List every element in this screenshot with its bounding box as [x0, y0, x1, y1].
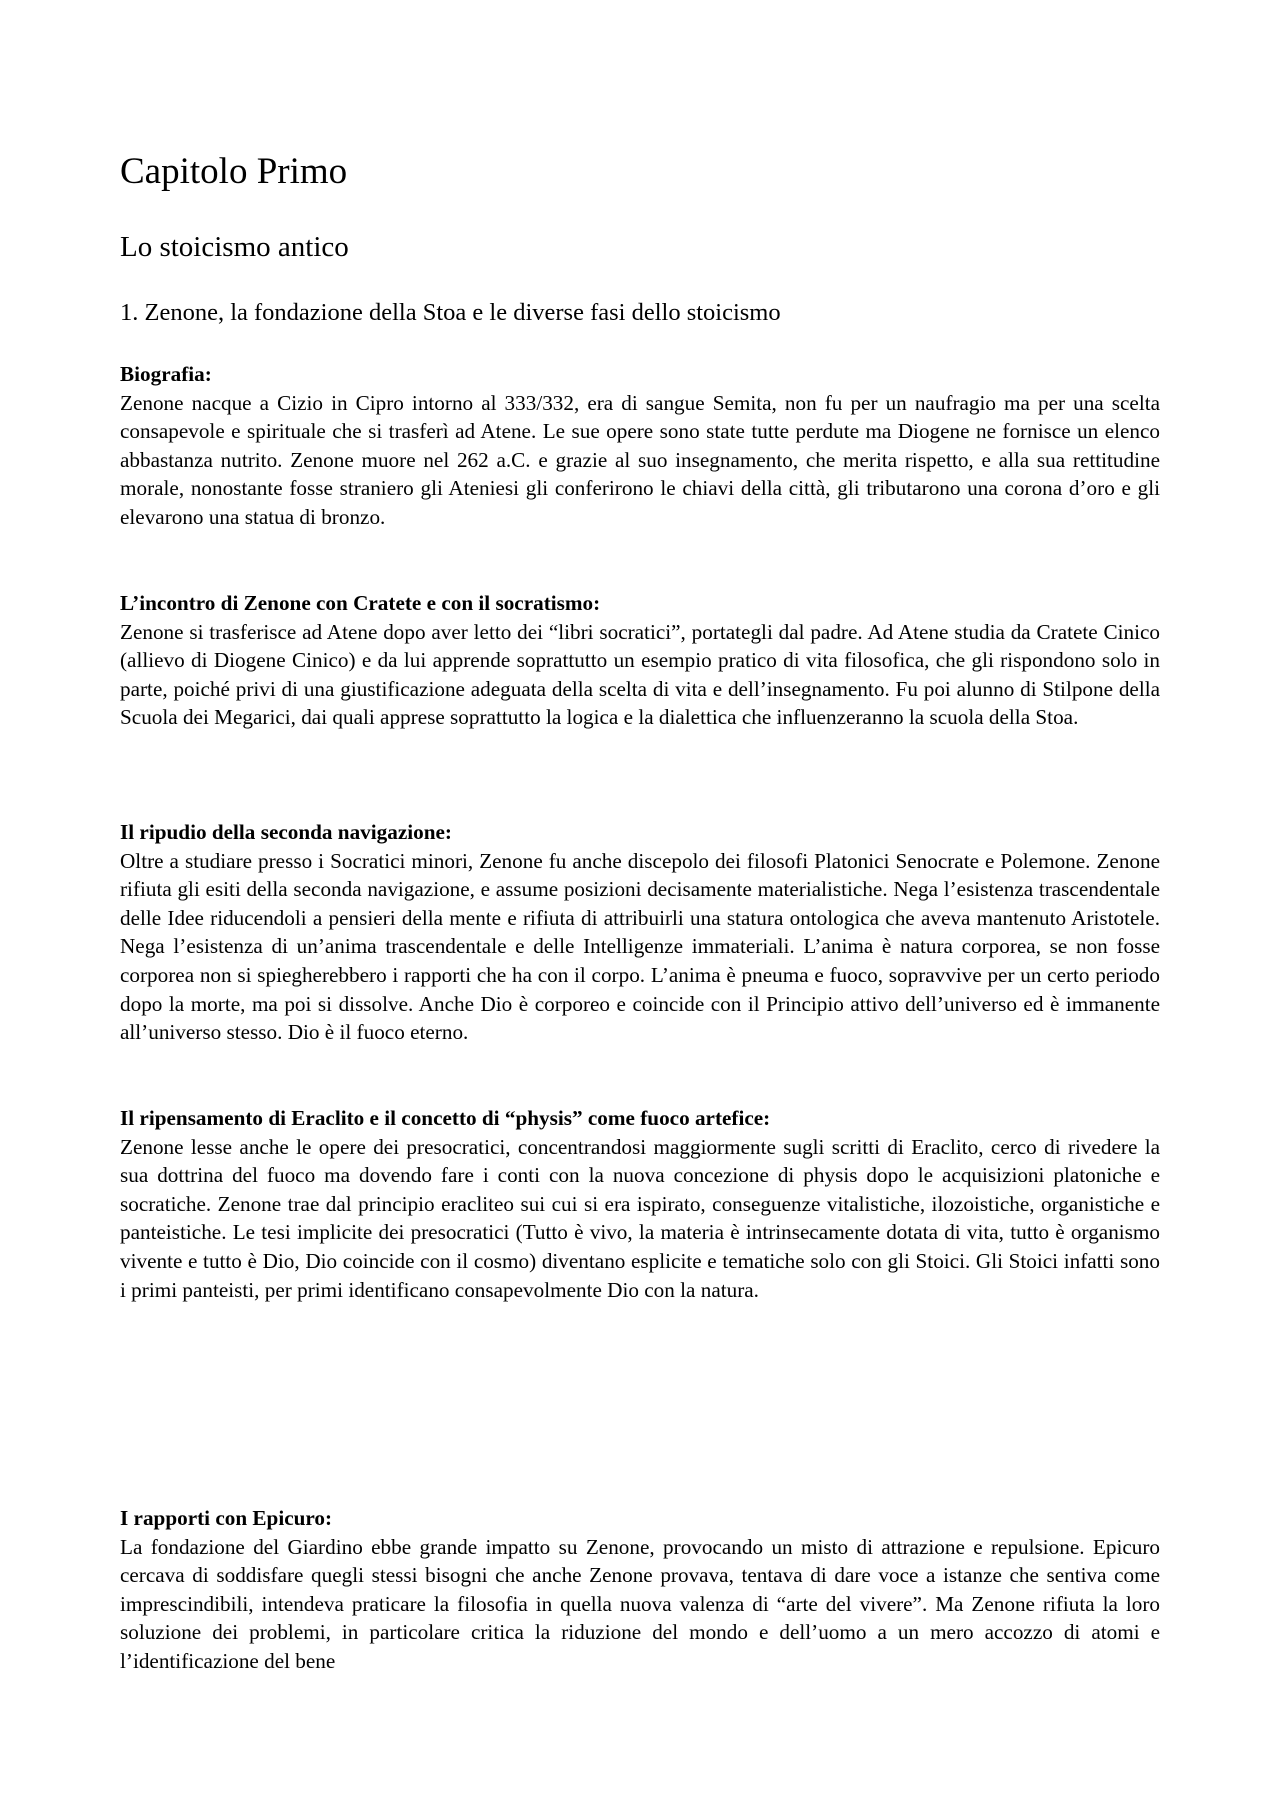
- section-incontro-cratete: [120, 589, 1160, 732]
- section-body: Zenone nacque a Cizio in Cipro intorno al 333/332, era di sangue Semita, non fu per un naufragio ma per una scelta consapevole e spirituale che si trasferì ad Atene. Le sue opere sono state tutte perdute ma Diogene ne fornisce un elenco abbastanza nutrito. Zenone muore nel 262 a.C. e grazie al suo insegnamento, che merita rispetto, e alla sua rettitudine morale, nonostante fosse straniero gli Ateniesi gli conferirono le chiavi della città, gli tributarono una corona d’oro e gli elevarono una statua di bronzo.: [120, 390, 1160, 529]
- section-title: Biografia:: [120, 362, 212, 386]
- section-heading: 1. Zenone, la fondazione della Stoa e le diverse fasi dello stoicismo: [120, 299, 781, 326]
- section-body: La fondazione del Giardino ebbe grande impatto su Zenone, provocando un misto di attrazione e repulsione. Epicuro cercava di soddisfare quegli stessi bisogni che anche Zenone provava, tentava di dare voce a istanze che sentiva come imprescindibili, intendeva praticare la filosofia in quella nuova valenza di “arte del vivere”. Ma Zenone rifiuta la loro soluzione dei problemi, in particolare critica la riduzione del mondo e dell’uomo a un mero accozzo di atomi e l’identificazione del bene: [120, 1534, 1160, 1673]
- section-title: I rapporti con Epicuro:: [120, 1506, 333, 1530]
- section-body: Zenone si trasferisce ad Atene dopo aver letto dei “libri socratici”, portategli dal padre. Ad Atene studia da Cratete Cinico (allievo di Diogene Cinico) e da lui apprende soprattutto un esempio pratico di vita filosofica, che gli rispondono solo in parte, poiché privi di una giustificazione adeguata della scelta di vita e dell’insegnamento. Fu poi alunno di Stilpone della Scuola dei Megarici, dai quali apprese soprattutto la logica e la dialettica che influenzeranno la scuola della Stoa.: [120, 619, 1160, 730]
- part-title: Lo stoicismo antico: [120, 231, 349, 263]
- section-rapporti-epicuro: [120, 1504, 1160, 1676]
- section-ripensamento-eraclito: [120, 1104, 1160, 1304]
- section-body: Oltre a studiare presso i Socratici minori, Zenone fu anche discepolo dei filosofi Platonici Senocrate e Polemone. Zenone rifiuta gli esiti della seconda navigazione, e assume posizioni decisamente materialistiche. Nega l’esistenza trascendentale delle Idee riducendoli a pensieri della mente e rifiuta di attribuirli una statura ontologica che aveva mantenuto Aristotele. Nega l’esistenza di un’anima trascendentale e delle Intelligenze immateriali. L’anima è natura corporea, se non fosse corporea non si spiegherebbero i rapporti che ha con il corpo. L’anima è pneuma e fuoco, sopravvive per un certo periodo dopo la morte, ma poi si dissolve. Anche Dio è corporeo e coincide con il Principio attivo dell’universo ed è immanente all’universo stesso. Dio è il fuoco eterno.: [120, 848, 1160, 1045]
- section-ripudio-seconda-navigazione: [120, 818, 1160, 1047]
- section-title: Il ripudio della seconda navigazione:: [120, 820, 452, 844]
- section-title: L’incontro di Zenone con Cratete e con il socratismo:: [120, 591, 601, 615]
- section-biografia: [120, 360, 1160, 532]
- section-body: Zenone lesse anche le opere dei presocratici, concentrandosi maggiormente sugli scritti di Eraclito, cerco di rivedere la sua dottrina del fuoco ma dovendo fare i conti con la nuova concezione di physis dopo le acquisizioni platoniche e socratiche. Zenone trae dal principio eracliteo sui cui si era ispirato, conseguenze vitalistiche, ilozoistiche, organistiche e panteistiche. Le tesi implicite dei presocratici (Tutto è vivo, la materia è intrinsecamente dotata di vita, tutto è organismo vivente e tutto è Dio, Dio coincide con il cosmo) diventano esplicite e tematiche solo con gli Stoici. Gli Stoici infatti sono i primi panteisti, per primi identificano consapevolmente Dio con la natura.: [120, 1134, 1160, 1302]
- chapter-title: Capitolo Primo: [120, 151, 348, 192]
- section-title: Il ripensamento di Eraclito e il concetto di “physis” come fuoco artefice:: [120, 1106, 771, 1130]
